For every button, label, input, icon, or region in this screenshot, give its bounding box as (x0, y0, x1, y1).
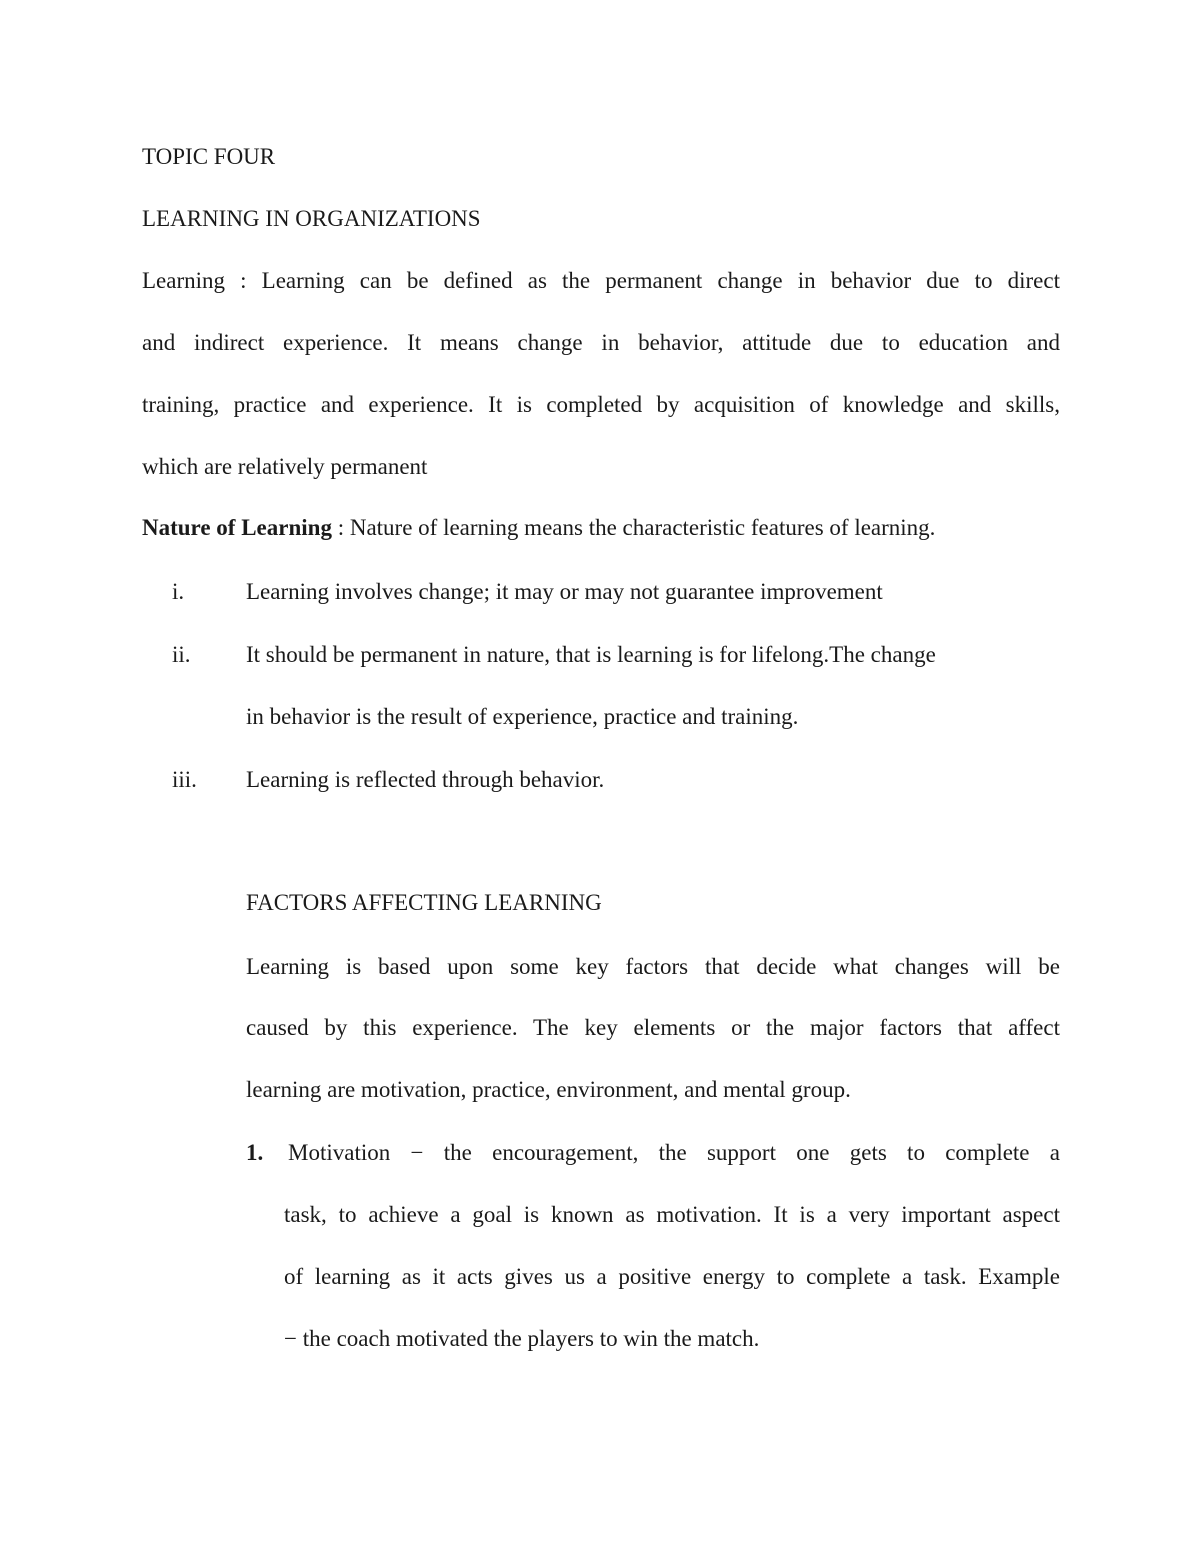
list-number: 1. (246, 1140, 264, 1165)
factors-intro-line-3: learning are motivation, practice, environment, and mental group. (246, 1077, 851, 1102)
section-heading: FACTORS AFFECTING LEARNING (246, 890, 602, 915)
list-marker: i. (172, 579, 185, 604)
factors-intro-line-2: caused by this experience. The key elements or the major factors that affect (246, 1015, 1060, 1040)
list-item-text: in behavior is the result of experience, practice and training. (246, 704, 799, 729)
nature-label: Nature of Learning (142, 515, 332, 540)
list-marker: iii. (172, 767, 197, 792)
nature-text: : Nature of learning means the characteristic features of learning. (331, 515, 936, 540)
topic-label: TOPIC FOUR (142, 144, 276, 169)
learning-def-line-1: Learning : Learning can be defined as the permanent change in behavior due to direct (142, 268, 1060, 293)
learning-def-line-4: which are relatively permanent (142, 454, 428, 479)
list-item-text: Learning involves change; it may or may not guarantee improvement (246, 579, 883, 604)
list-item-text: Learning is reflected through behavior. (246, 767, 605, 792)
motivation-line-4: − the coach motivated the players to win the match. (284, 1326, 760, 1351)
list-item-text: It should be permanent in nature, that is learning is for lifelong.The change (246, 642, 936, 667)
motivation-line-2: task, to achieve a goal is known as motivation. It is a very important aspect (284, 1202, 1060, 1227)
learning-def-line-3: training, practice and experience. It is completed by acquisition of knowledge and skills, (142, 392, 1060, 417)
page-title: LEARNING IN ORGANIZATIONS (142, 206, 481, 231)
motivation-line-1: Motivation − the encouragement, the support one gets to complete a (288, 1140, 1060, 1165)
factors-intro-line-1: Learning is based upon some key factors that decide what changes will be (246, 954, 1060, 979)
learning-def-line-2: and indirect experience. It means change in behavior, attitude due to education and (142, 330, 1060, 355)
motivation-line-3: of learning as it acts gives us a positive energy to complete a task. Example (284, 1264, 1060, 1289)
nature-paragraph (142, 513, 935, 543)
list-marker: ii. (172, 642, 191, 667)
